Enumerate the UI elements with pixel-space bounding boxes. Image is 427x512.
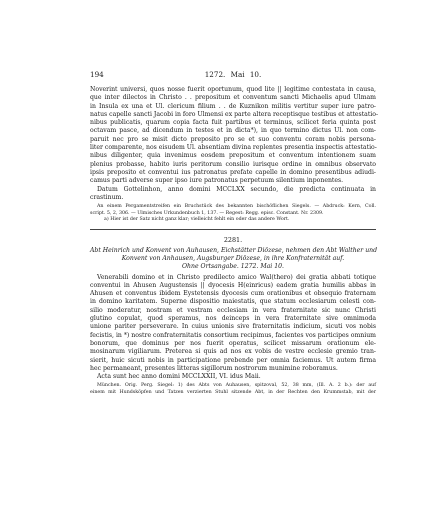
dating-clause: Acta sunt hec anno domini MCCLXXII, VI. idus Maii.	[97, 373, 261, 381]
text-line: nibus diligenter, quia invenimus eosdem prepositum et conventum intentionem suam	[90, 152, 376, 160]
text-line: octavam pasce, ad dicendum in testes et in dicta*), in quo termino dictus Ul. non com-	[90, 127, 376, 135]
text-line: paruit nec pro se misit dicto preposito pro se et suo conventu coram nobis persona-	[90, 135, 376, 143]
text-line: unione pariter perseverare. In cuius unionis sive fraternitatis indicium, sicuti vos nobis	[90, 323, 376, 331]
text-line: Noverint universi, quos nosse fuerit oportunum, quod lite || legitime contestata in causa,	[90, 86, 376, 93]
dating-clause-end: crastinum.	[90, 193, 124, 201]
summary-line: Konvent von Anhausen, Augsburger Diözese, in ihre Konfraternität auf.	[121, 254, 345, 262]
text-line: mosinarum vigiliarum. Preterea si quis ad nos ex vobis de vestre ecclesie gremio tran-	[90, 348, 376, 356]
note-line: einem mit Hundsköpfen und Tatzen verzierten Stuhl sitzende Abt, in der Rechten den Krummstab, mit der	[90, 389, 376, 395]
summary-line: Abt Heinrich und Konvent von Auhausen, Eichstätter Diözese, nehmen den Abt Walther und	[90, 246, 378, 254]
dating-clause: Datum Gottelinhon, anno domini MCCLXX secundo, die predicta continuata in	[97, 185, 376, 193]
document-2281-notes	[90, 383, 376, 396]
document-2281-text	[90, 274, 376, 382]
text-line: bonorum, que dominus per nos fuerit operatus, scilicet missarum orationum ele-	[90, 339, 376, 347]
footnote-a: a) Hier ist der Satz nicht ganz klar; vielleicht fehlt ein oder das andere Wort.	[104, 217, 290, 223]
page-body	[90, 86, 379, 396]
text-line: in Insula ex una et Ul. clericum filium . . de Kuznikon militis vertitur super iure patro-	[90, 102, 376, 110]
text-line: conventui in Ahusen Augustensis || dyocesis H(einricus) eadem gratia humilis abbas in	[90, 281, 376, 289]
page-number: 194	[90, 70, 104, 79]
text-line: nibus publicatis, quarum copia facta fuit partibus et terminus, scilicet feria quinta post	[90, 119, 376, 127]
text-line: natus capelle sancti Jacobi in foro Ulmensi ex parte altera receptisque testibus et attestatio-	[90, 110, 379, 118]
text-line: Ahusen et conventus ibidem Eystetensis dyocesis cum orationibus et obsequio fraternam	[90, 290, 376, 298]
text-line: Venerabili domino et in Christo predilecto amico Wal(thero) dei gratia abbati totique	[97, 273, 376, 281]
document-2280-notes	[90, 204, 376, 224]
text-line: fecistis, in *) nostre confraternitatis consortium recipimus, facientes vos participes omnium	[90, 331, 376, 339]
page-header	[90, 70, 376, 80]
text-line: glutino copulat, quod speramus, nos deinceps in vera fraternitate sive omnimoda	[90, 315, 376, 323]
text-line: camus parti adverse super ipso iure patronatus perpetuum silentium inponentes.	[90, 177, 344, 185]
text-line: sierit, huic sicuti nobis in participatione prebende per omnia faciemus. Ut autem firma	[90, 356, 376, 364]
text-line: silio moderatur, nostram et vestram ecclesiam in vera fraternitate sic nunc Christi	[90, 306, 376, 314]
note-line: München. Orig. Perg. Siegel: 1) des Abts von Auhausen, spitzoval, 52, 38 mm, (Ill. A. 2 b.): der auf	[97, 383, 376, 389]
text-line: ipsis preposito et conventui ius patronatus prefate capelle in domino presentibus adiudi-	[90, 168, 376, 176]
text-line: que inter dilectos in Christo . . prepositum et conventum sancti Michaelis apud Ulmam	[90, 94, 376, 102]
document-number: 2281.	[223, 235, 243, 244]
place-date: Ohne Ortsangabe. 1272. Mai 10.	[182, 263, 284, 271]
text-line: hec permaneant, presentes litteras sigillorum nostrorum munimine roboramus.	[90, 364, 338, 372]
text-line: in domino karitatem. Superne dispositio maiestatis, que statum ecclesiarum celesti con-	[90, 298, 376, 306]
text-line: liter comparente, nos eisudem Ul. absentiam divina replentes presentia inspectis attestatio-	[90, 144, 377, 152]
running-title: 1272. Mai 10.	[204, 70, 262, 79]
section-divider	[90, 229, 376, 230]
document-2280-text	[90, 86, 379, 202]
text-line: plenius probasse, habito iuris peritorum consilio iurisque ordine in omnibus observato	[90, 160, 376, 168]
note-line: script. 5, 2, 306. — Ulmisches Urkundenbuch 1, 137. — Regest: Regg. episc. Constant. Nr. 2309.	[90, 210, 324, 216]
note-line: An einem Pergamentstreifen ein Bruchstück des bekannten bischöflichen Siegels. — Abdruck: Kern, Coll.	[97, 204, 376, 210]
document-summary	[90, 247, 376, 272]
